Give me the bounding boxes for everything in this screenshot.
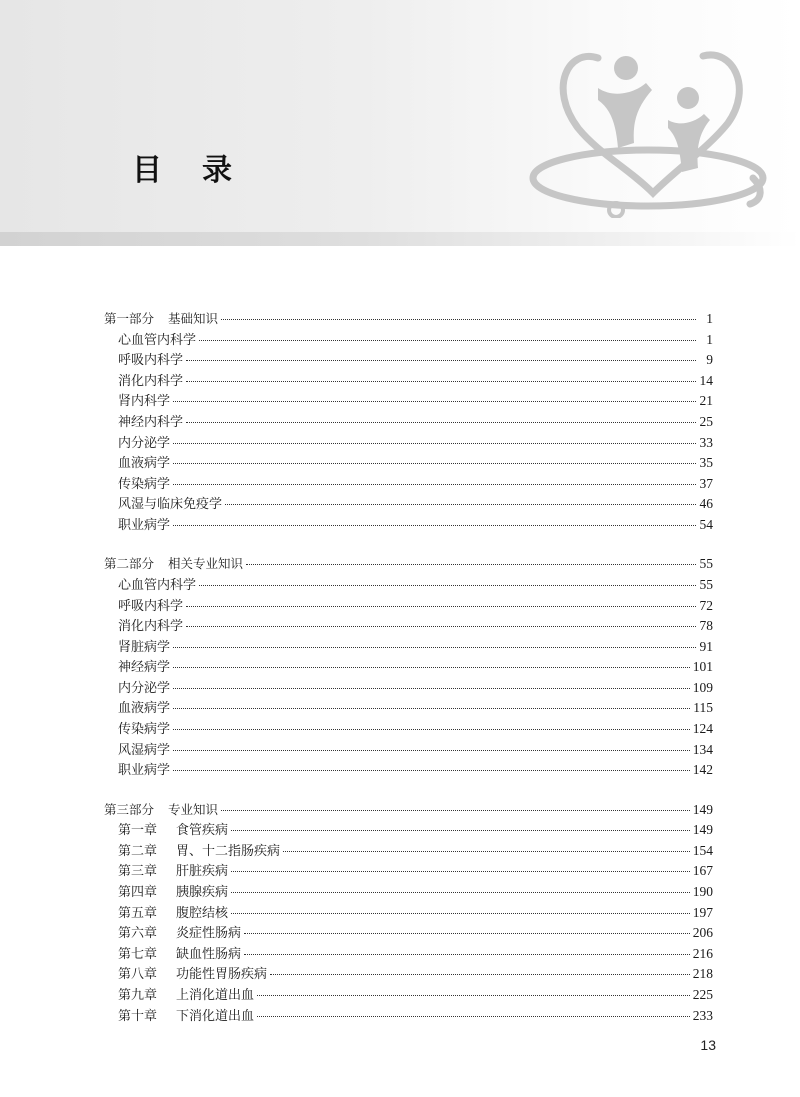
toc-entry-row[interactable] [104,637,713,658]
toc-part-title: 基础知识 [168,311,219,326]
dot-leader [173,666,690,668]
toc-page-number: 33 [699,434,713,450]
toc-chapter-number: 第九章 [118,988,158,1003]
dot-leader [231,829,690,831]
toc-entry-title: 内分泌学 [118,680,171,696]
toc-page-number: 206 [692,925,713,941]
toc-chapter-number: 第一章 [118,823,158,839]
dot-leader [173,483,696,485]
toc-page-number: 101 [692,659,713,675]
toc-section [104,309,713,536]
toc-chapter-row[interactable] [104,820,713,841]
dot-leader [244,953,690,955]
toc-chapter-number: 第七章 [118,946,158,962]
toc-page-number: 37 [699,475,713,491]
toc-entry-title: 肾内科学 [118,394,171,410]
dot-leader [225,503,696,505]
toc-page-number: 91 [699,638,713,654]
toc-entry-row[interactable] [104,350,713,371]
toc-entry-title: 血液病学 [118,456,171,472]
dot-leader [173,462,696,464]
dot-leader [199,584,696,586]
toc-entry-title: 肾脏病学 [118,639,171,655]
dot-leader [186,380,696,382]
dot-leader [173,524,696,526]
toc-page-number: 46 [699,496,713,512]
toc-entry-title: 消化内科学 [118,619,184,635]
dot-leader [199,339,696,341]
toc-entry-title: 神经病学 [118,660,171,676]
toc-chapter-number: 第八章 [118,967,158,983]
toc-part-row[interactable] [104,554,713,575]
toc-entry-title: 职业病学 [118,763,171,779]
toc-part-row[interactable] [104,800,713,821]
dot-leader [186,605,696,607]
dot-leader [231,870,690,872]
toc-page-number: 218 [692,966,713,982]
dot-leader [231,912,690,914]
toc-page-number: 35 [699,455,713,471]
toc-page-number: 72 [699,597,713,613]
toc-part-title: 相关专业知识 [168,556,244,572]
toc-part-title: 专业知识 [168,801,219,817]
toc-entry-row[interactable] [104,719,713,740]
toc-chapter-row[interactable] [104,985,713,1006]
dot-leader [270,973,690,975]
dot-leader [221,809,690,811]
dot-leader [186,359,696,361]
dot-leader [173,400,696,402]
dot-leader [221,318,696,320]
toc-page-number: 149 [692,822,713,838]
toc-chapter-row[interactable] [104,882,713,903]
toc-page-number: 54 [699,516,713,532]
toc-page-number: 55 [699,556,713,572]
toc-entry-title: 功能性胃肠疾病 [176,967,268,983]
toc-page-number: 134 [692,741,713,757]
dot-leader [283,850,690,852]
toc-entry-title: 肝脏疾病 [176,864,229,880]
toc-entry-title: 缺血性肠病 [176,946,242,962]
toc-chapter-row[interactable] [104,861,713,882]
toc-entry-title: 血液病学 [118,701,171,717]
dot-leader [186,625,696,627]
toc-page-number: 9 [706,352,713,368]
toc-entry-row[interactable] [104,698,713,719]
dot-leader [257,1015,690,1017]
dot-leader [257,994,690,996]
toc-entry-row[interactable] [104,412,713,433]
toc-entry-title: 神经内科学 [118,414,184,430]
toc-entry-title: 内分泌学 [118,435,171,451]
dot-leader [173,707,690,709]
toc-part-number: 第二部分 [104,556,155,572]
stethoscope-family-logo-icon [528,28,778,218]
toc-entry-title: 上消化道出血 [176,988,255,1003]
toc-entry-title: 风湿病学 [118,742,171,758]
dot-leader [173,749,690,751]
toc-chapter-number: 第四章 [118,885,158,901]
toc-entry-title: 呼吸内科学 [118,598,184,614]
toc-page-number: 55 [699,576,713,592]
toc-entry-title: 职业病学 [118,517,171,533]
toc-page-number: 1 [706,311,713,326]
toc-page-number: 154 [692,842,713,858]
toc-page-number: 1 [706,331,713,347]
toc-entry-row[interactable] [104,330,713,351]
toc-entry-title: 胃、十二指肠疾病 [176,843,281,859]
toc-page-number: 25 [699,413,713,429]
toc-part-row[interactable] [104,309,713,330]
toc-page-number: 124 [692,721,713,737]
toc-page-number: 197 [692,904,713,920]
toc-entry-row[interactable] [104,453,713,474]
toc-page-number: 14 [699,372,713,388]
toc-page-number: 142 [692,762,713,778]
toc-entry-title: 食管疾病 [176,823,229,839]
toc-entry-title: 呼吸内科学 [118,353,184,369]
toc-entry-row[interactable] [104,596,713,617]
toc-chapter-number: 第二章 [118,843,158,859]
page-title: 目录 [132,153,272,188]
dot-leader [244,932,690,934]
toc-part-number: 第三部分 [104,801,155,817]
toc-entry-row[interactable] [104,494,713,515]
toc-chapter-row[interactable] [104,964,713,985]
toc-part-number: 第一部分 [104,311,155,326]
dot-leader [173,646,696,648]
table-of-contents [104,309,713,1045]
page-number: 13 [700,1037,716,1053]
dot-leader [173,769,690,771]
toc-entry-row[interactable] [104,760,713,781]
toc-entry-row[interactable] [104,740,713,761]
toc-entry-title: 传染病学 [118,722,171,738]
toc-entry-title: 心血管内科学 [118,577,197,593]
toc-entry-row[interactable] [104,678,713,699]
header-rule [0,232,800,246]
toc-section [104,554,713,781]
toc-page-number: 216 [692,945,713,961]
toc-chapter-number: 第三章 [118,864,158,880]
toc-section [104,800,713,1027]
dot-leader [173,687,690,689]
toc-entry-row[interactable] [104,474,713,495]
toc-entry-row[interactable] [104,616,713,637]
toc-page-number: 21 [699,393,713,409]
toc-chapter-number: 第六章 [118,926,158,942]
toc-chapter-number: 第五章 [118,905,158,921]
toc-chapter-row[interactable] [104,1006,713,1027]
toc-chapter-row[interactable] [104,944,713,965]
toc-page-number: 190 [692,884,713,900]
dot-leader [173,728,690,730]
toc-page-number: 233 [692,1007,713,1023]
toc-page-number: 109 [692,679,713,695]
toc-entry-title: 心血管内科学 [118,332,197,348]
toc-entry-title: 炎症性肠病 [176,926,242,942]
toc-entry-row[interactable] [104,371,713,392]
toc-chapter-row[interactable] [104,841,713,862]
toc-page-number: 115 [693,700,713,716]
toc-entry-title: 消化内科学 [118,373,184,389]
toc-entry-row[interactable] [104,515,713,536]
toc-entry-row[interactable] [104,433,713,454]
toc-entry-title: 下消化道出血 [176,1008,255,1024]
dot-leader [186,421,696,423]
dot-leader [231,891,690,893]
toc-entry-row[interactable] [104,391,713,412]
dot-leader [246,563,696,565]
toc-page-number: 78 [699,618,713,634]
dot-leader [173,442,696,444]
toc-entry-title: 腹腔结核 [176,905,229,921]
toc-chapter-row[interactable] [104,923,713,944]
toc-chapter-number: 第十章 [118,1008,158,1024]
toc-entry-title: 传染病学 [118,476,171,492]
toc-chapter-row[interactable] [104,903,713,924]
toc-entry-title: 胰腺疾病 [176,885,229,901]
toc-page-number: 167 [692,863,713,879]
toc-entry-row[interactable] [104,657,713,678]
toc-page-number: 225 [692,987,713,1002]
toc-entry-row[interactable] [104,575,713,596]
toc-entry-title: 风湿与临床免疫学 [118,497,223,513]
toc-page-number: 149 [692,801,713,817]
